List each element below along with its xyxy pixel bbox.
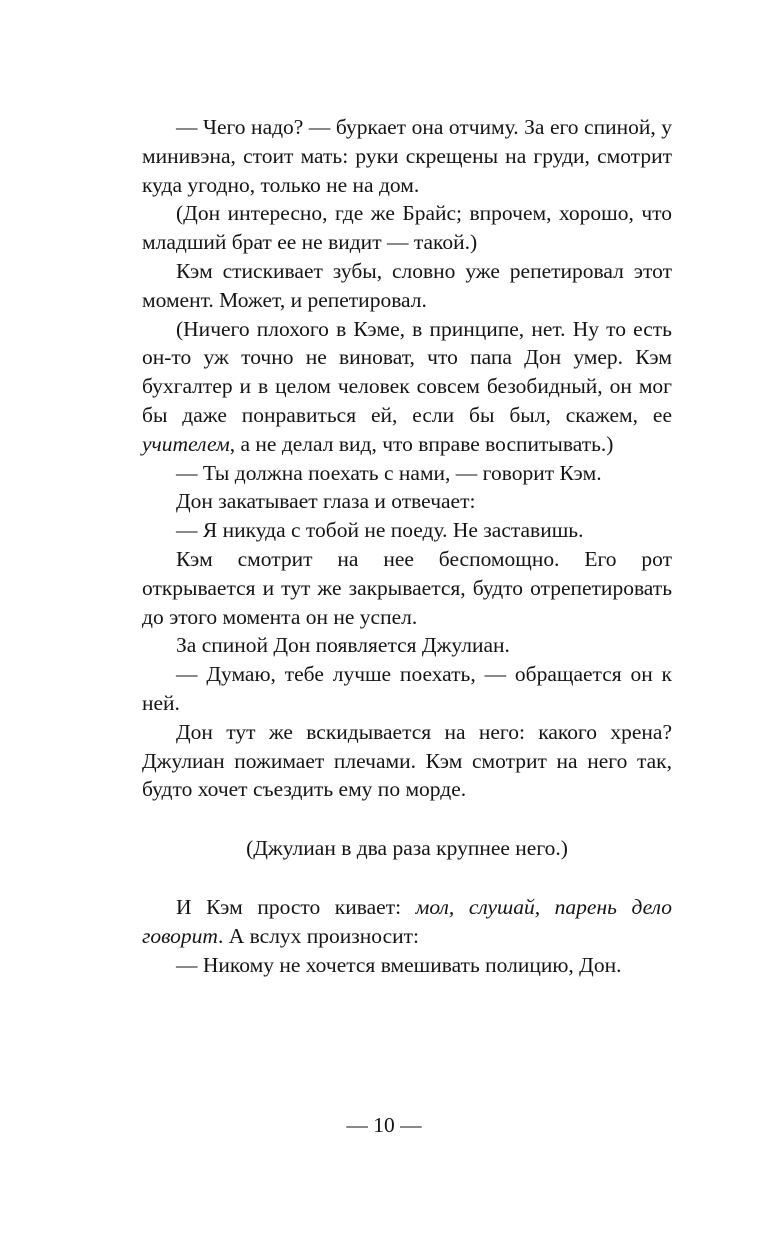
italic-emphasis: учителем bbox=[142, 431, 230, 456]
paragraph: — Чего надо? — буркает она отчиму. За его спиной, у минивэна, стоит мать: руки скрещены на груди, смотрит куда угодно, только не на дом. bbox=[142, 115, 672, 197]
paragraph: — Я никуда с тобой не поеду. Не заставишь. bbox=[176, 518, 584, 543]
paragraph: Дон закатывает глаза и отвечает: bbox=[176, 489, 476, 514]
paragraph: За спиной Дон появляется Джулиан. bbox=[176, 633, 510, 658]
italic-emphasis: мол, слушай, парень дело говорит bbox=[142, 894, 672, 948]
paragraph: Кэм смотрит на нее беспомощно. Его рот открывается и тут же закрывается, будто отрепетировать до этого момента он не успел. bbox=[142, 546, 672, 629]
page-number: — 10 — bbox=[346, 1113, 422, 1137]
centered-aside: (Джулиан в два раза крупнее него.) bbox=[246, 836, 568, 861]
paragraph: — Думаю, тебе лучше поехать, — обращается он к ней. bbox=[142, 662, 672, 715]
paragraph: Дон тут же вскидывается на него: какого хрена? Джулиан пожимает плечами. Кэм смотрит на него так, будто хочет съездить ему по морде. bbox=[142, 719, 672, 802]
paragraph-text: И Кэм просто кивает: bbox=[176, 894, 416, 919]
paragraph: Кэм стискивает зубы, словно уже репетировал этот момент. Может, и репетировал. bbox=[142, 258, 672, 312]
paragraph-text: , а не делал вид, что вправе воспитывать.) bbox=[229, 431, 614, 456]
paragraph: (Дон интересно, где же Брайс; впрочем, хорошо, что младший брат ее не видит — такой.) bbox=[142, 201, 672, 255]
paragraph-text: (Ничего плохого в Кэме, в принципе, нет. Ну то есть он-то уж точно не виноват, что папа Дон умер. Кэм бухгалтер и в целом человек совсем безобидный, он мог бы даже понравиться ей, если бы был, скажем, ее bbox=[142, 316, 672, 427]
page-body bbox=[142, 113, 672, 979]
paragraph bbox=[142, 315, 672, 459]
paragraph-text: . А вслух произносит: bbox=[217, 923, 420, 948]
paragraph: — Ты должна поехать с нами, — говорит Кэм. bbox=[176, 460, 602, 485]
paragraph: — Никому не хочется вмешивать полицию, Дон. bbox=[176, 952, 622, 977]
paragraph bbox=[142, 893, 672, 951]
